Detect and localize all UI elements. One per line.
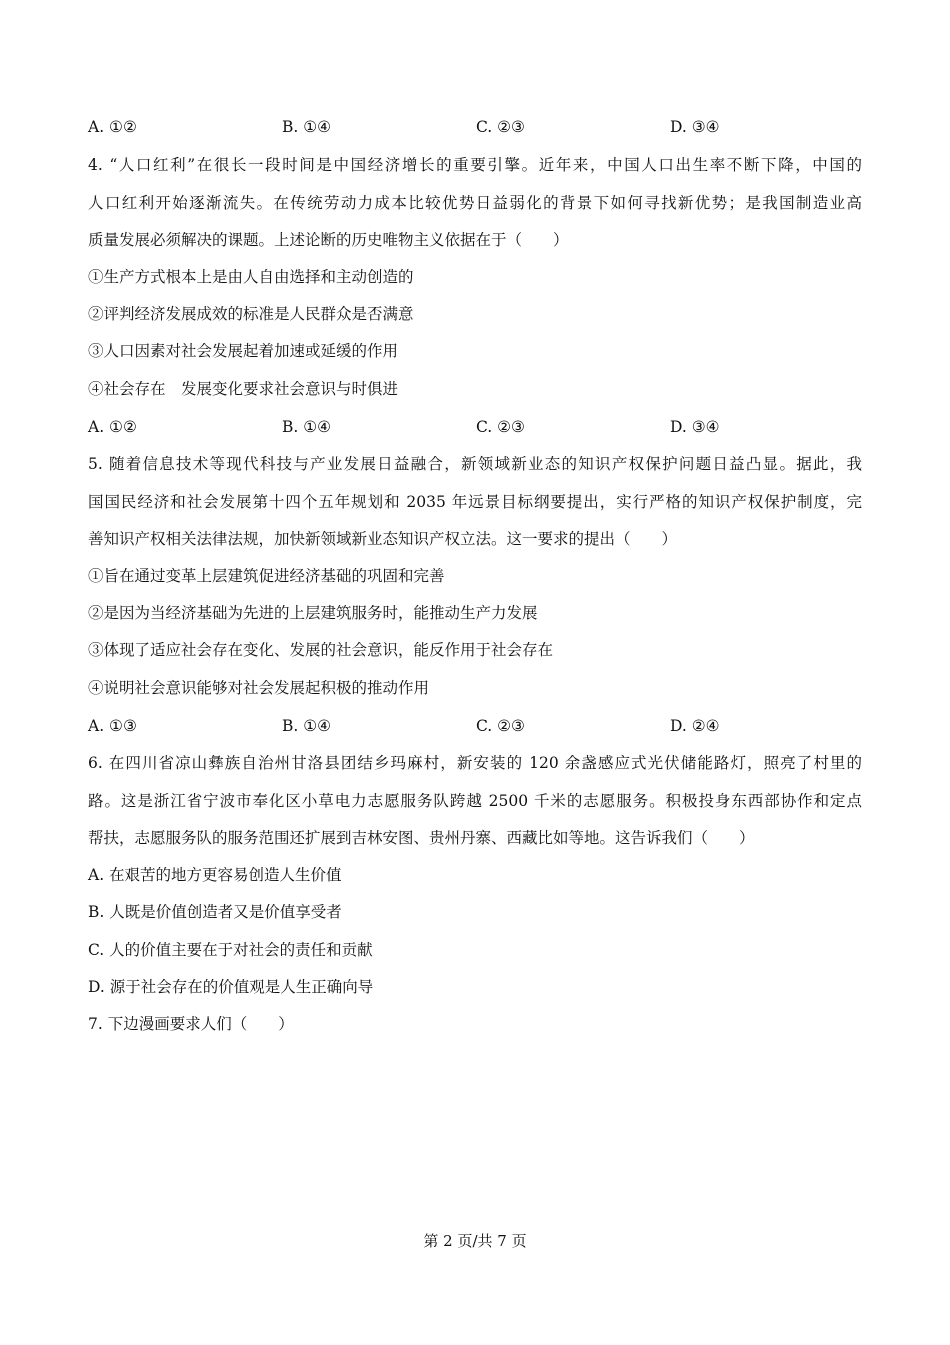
q4-stem-line-2: 人口红利开始逐渐流失。在传统劳动力成本比较优势日益弱化的背景下如何寻找新优势；是我国制造业高	[88, 194, 862, 212]
q3-options	[88, 117, 862, 137]
q6-choice-d: D. 源于社会存在的价值观是人生正确向导	[88, 978, 374, 996]
q3-option-a: A. ①②	[88, 118, 137, 136]
q6-choice-b: B. 人既是价值创造者又是价值享受者	[88, 903, 342, 921]
q6-stem-line-2: 路。这是浙江省宁波市奉化区小草电力志愿服务队跨越 2500 千米的志愿服务。积极投身东西部协作和定点	[88, 792, 862, 810]
q4-stem-line-1: 4. “人口红利”在很长一段时间是中国经济增长的重要引擎。近年来，中国人口出生率不断下降，中国的	[88, 156, 862, 174]
q4-option-b: B. ①④	[282, 418, 332, 436]
q5-stem-line-1: 5. 随着信息技术等现代科技与产业发展日益融合，新领域新业态的知识产权保护问题日益凸显。据此，我	[88, 455, 862, 473]
q4-item-2: ②评判经济发展成效的标准是人民群众是否满意	[88, 305, 414, 323]
q4-stem-line-3: 质量发展必须解决的课题。上述论断的历史唯物主义依据在于（ ）	[88, 231, 569, 249]
q5-item-1: ①旨在通过变革上层建筑促进经济基础的巩固和完善	[88, 567, 445, 585]
q4-option-c: C. ②③	[476, 418, 525, 436]
q6-choice-a: A. 在艰苦的地方更容易创造人生价值	[88, 866, 342, 884]
q5-option-b: B. ①④	[282, 717, 332, 735]
page-footer: 第 2 页/共 7 页	[423, 1232, 527, 1250]
q5-option-d: D. ②④	[670, 717, 720, 735]
q3-option-d: D. ③④	[670, 118, 720, 136]
q4-item-3: ③人口因素对社会发展起着加速或延缓的作用	[88, 342, 399, 360]
q5-option-c: C. ②③	[476, 717, 525, 735]
q6-stem-line-3: 帮扶，志愿服务队的服务范围还扩展到吉林安图、贵州丹寨、西藏比如等地。这告诉我们（ ）	[88, 829, 755, 847]
q4-item-4: ④社会存在 发展变化要求社会意识与时俱进	[88, 380, 399, 398]
q3-option-b: B. ①④	[282, 118, 332, 136]
q5-item-4: ④说明社会意识能够对社会发展起积极的推动作用	[88, 679, 430, 697]
q5-options	[88, 716, 862, 736]
q5-stem-line-3: 善知识产权相关法律法规，加快新领域新业态知识产权立法。这一要求的提出（ ）	[88, 530, 678, 548]
q4-item-1: ①生产方式根本上是由人自由选择和主动创造的	[88, 268, 414, 286]
q4-option-d: D. ③④	[670, 418, 720, 436]
q5-stem-line-2: 国国民经济和社会发展第十四个五年规划和 2035 年远景目标纲要提出，实行严格的知识产权保护制度，完	[88, 493, 862, 511]
q4-options	[88, 417, 862, 437]
q5-item-3: ③体现了适应社会存在变化、发展的社会意识，能反作用于社会存在	[88, 641, 554, 659]
q7-stem: 7. 下边漫画要求人们（ ）	[88, 1015, 294, 1033]
q6-stem-line-1: 6. 在四川省凉山彝族自治州甘洛县团结乡玛麻村，新安装的 120 余盏感应式光伏储能路灯，照亮了村里的	[88, 754, 862, 772]
q3-option-c: C. ②③	[476, 118, 525, 136]
q5-option-a: A. ①③	[88, 717, 137, 735]
q5-item-2: ②是因为当经济基础为先进的上层建筑服务时，能推动生产力发展	[88, 604, 538, 622]
q4-option-a: A. ①②	[88, 418, 137, 436]
q6-choice-c: C. 人的价值主要在于对社会的责任和贡献	[88, 941, 373, 959]
